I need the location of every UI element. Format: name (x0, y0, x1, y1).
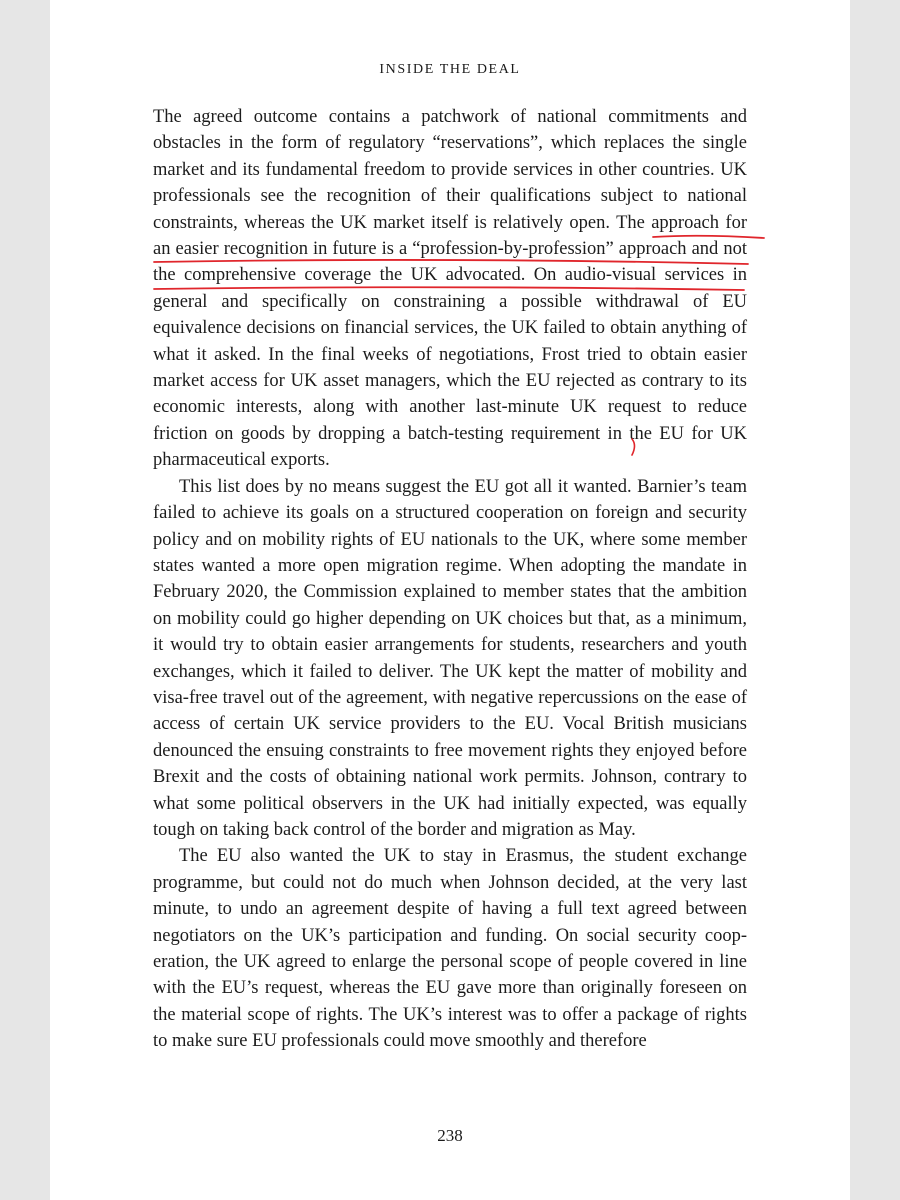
body-text (153, 104, 747, 1055)
running-head: INSIDE THE DEAL (379, 62, 521, 77)
paragraph-3: The EU also wanted the UK to stay in Erasmus, the student exchange programme, but could not do much when Johnson decided, at the very last minute, to undo an agreement despite of having a full text agreed between negotiators on the UK’s participation and funding. On social security cooperation, the UK agreed to enlarge the personal scope of people covered in line with the EU’s request, whereas the EU gave more than originally foreseen on the material scope of rights. The UK’s interest was to offer a package of rights to make sure EU professionals could move smoothly and therefore (153, 846, 747, 1052)
paragraph-2: This list does by no means suggest the EU got all it wanted. Barnier’s team failed to achieve its goals on a structured cooperation on foreign and security policy and on mobility rights of EU nationals to the UK, where some member states wanted a more open migration regime. When adopting the mandate in February 2020, the Commission explained to member states that the ambition on mobility could go higher depending on UK choices but that, as a minimum, it would try to obtain easier arrangements for students, researchers and youth exchanges, which it failed to deliver. The UK kept the matter of mobility and visa-free travel out of the agreement, with negative repercussions on the ease of access of certain UK service providers to the EU. Vocal British musicians denounced the ensuing constraints to free movement rights they enjoyed before Brexit and the costs of obtaining national work permits. Johnson, contrary to what some political observers in the UK had initially expected, was equally tough on taking back control of the border and migration as May. (153, 476, 747, 840)
paragraph-1: The agreed outcome contains a patchwork of national commitments and obstacles in the form of regulatory “reservations”, which replaces the single market and its fundamental freedom to provide services in other countries. UK professionals see the recognition of their qualifications subject to national constraints, whereas the UK market itself is relatively open. The approach for an easier recognition in future is a “profession-by-profession” approach and not the comprehensive coverage the UK advocated. On audio-visual services in general and specifically on constraining a possible withdrawal of EU equivalence decisions on financial services, the UK failed to obtain anything of what it asked. In the final weeks of negotiations, Frost tried to obtain easier market access for UK asset managers, which the EU rejected as contrary to its economic interests, along with another last-minute UK request to reduce friction on goods by dropping a batch-testing requirement in the EU for UK pharmaceutical exports. (153, 107, 747, 471)
page-number: 238 (437, 1126, 463, 1145)
book-page (50, 0, 850, 1200)
